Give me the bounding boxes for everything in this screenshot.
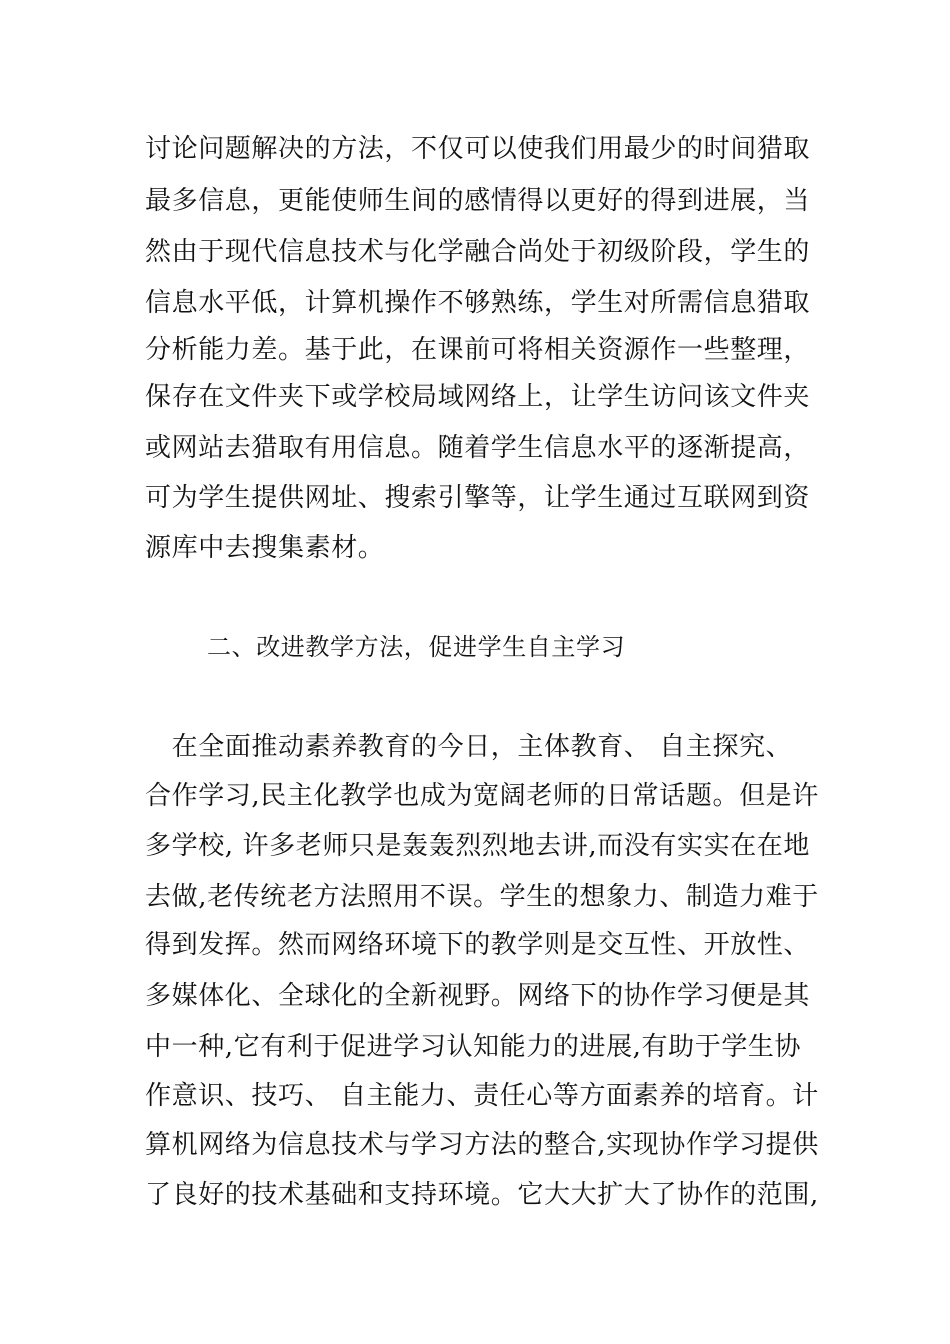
paragraph-2-line-6: 多媒体化、全球化的全新视野。网络下的协作学习便是其 — [145, 981, 811, 1011]
paragraph-2-line-1: 在全面推动素养教育的今日，主体教育、 自主探究、 — [145, 732, 793, 762]
paragraph-1-line-8: 可为学生提供网址、搜索引擎等，让学生通过互联网到资 — [145, 483, 811, 513]
paragraph-2-line-3: 多学校, 许多老师只是轰轰烈烈地去讲,而没有实实在在地 — [145, 831, 810, 861]
paragraph-1-line-5: 分析能力差。基于此，在课前可将相关资源作一些整理， — [145, 335, 811, 365]
paragraph-1-line-6: 保存在文件夹下或学校局域网络上，让学生访问该文件夹 — [145, 382, 811, 412]
paragraph-1-line-9: 源库中去搜集素材。 — [145, 533, 385, 563]
paragraph-1-line-7: 或网站去猎取有用信息。随着学生信息水平的逐渐提高， — [145, 433, 811, 463]
paragraph-2-line-7: 中一种,它有利于促进学习认知能力的进展,有助于学生协 — [145, 1032, 802, 1062]
paragraph-2-line-2: 合作学习,民主化教学也成为宽阔老师的日常话题。但是许 — [145, 781, 819, 811]
paragraph-2-line-4: 去做,老传统老方法照用不误。学生的想象力、制造力难于 — [145, 882, 819, 912]
paragraph-1-line-4: 信息水平低，计算机操作不够熟练，学生对所需信息猎取 — [145, 288, 811, 318]
paragraph-1-line-1: 讨论问题解决的方法，不仅可以使我们用最少的时间猎取 — [145, 134, 811, 164]
paragraph-1-line-3: 然由于现代信息技术与化学融合尚处于初级阶段，学生的 — [145, 237, 811, 267]
paragraph-2-line-5: 得到发挥。然而网络环境下的教学则是交互性、开放性、 — [145, 930, 811, 960]
section-heading: 二、改进教学方法，促进学生自主学习 — [207, 633, 626, 661]
paragraph-2-line-10: 了良好的技术基础和支持环境。它大大扩大了协作的范围, — [145, 1180, 819, 1210]
paragraph-2-line-9: 算机网络为信息技术与学习方法的整合,实现协作学习提供 — [145, 1130, 819, 1160]
paragraph-1-line-2: 最多信息，更能使师生间的感情得以更好的得到进展，当 — [145, 186, 811, 216]
paragraph-2-line-8: 作意识、技巧、 自主能力、责任心等方面素养的培育。计 — [145, 1081, 819, 1111]
